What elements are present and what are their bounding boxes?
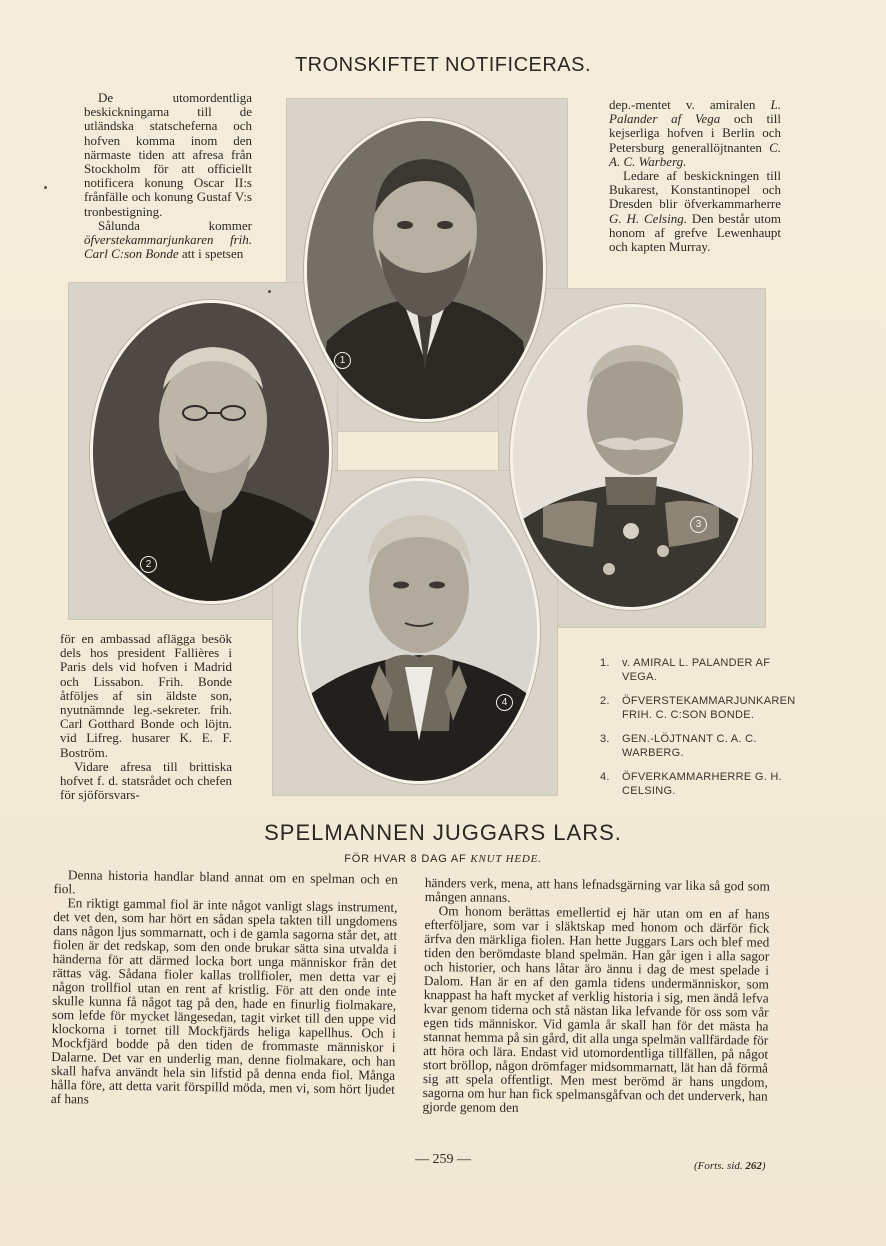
caption-item: 4. ÖFVERKAMMARHERRE G. H. CELSING. xyxy=(600,771,783,797)
caption-item: 1. v. AMIRAL L. PALANDER AF VEGA. xyxy=(600,657,771,683)
portrait-2-illustration xyxy=(93,303,329,601)
page-headline: TRONSKIFTET NOTIFICERAS. xyxy=(294,54,592,76)
print-speck xyxy=(268,290,271,293)
portrait-photo-1 xyxy=(304,118,546,422)
caption-item: 3. GEN.-LÖJTNANT C. A. C. WARBERG. xyxy=(600,733,757,759)
portrait-1-illustration xyxy=(307,121,543,419)
continued-note: (Forts. sid. 262) xyxy=(694,1160,766,1172)
portrait-4-illustration xyxy=(301,481,537,781)
right-paragraph-1: dep.-mentet v. amiralen L. Palander af Vega och till kejserliga hofven i Berlin och Petersburg generallöjtnanten C. A. C. Warberg. xyxy=(609,97,782,169)
story-paragraph: Denna historia handlar bland annat om en spelman och en fiol. xyxy=(53,867,398,897)
left-paragraph-2: Vidare afresa till brittiska hofvet f. d. statsrådet och chefen för sjöförsvars- xyxy=(60,758,232,803)
intro-paragraph-1: De utomordentliga beskickningarna till de utländska statscheferna och hofven komma inom den närmaste tiden att afresa från Stockholm för att officiellt notificera konung Oscar II:s frånfälle och konung Gustaf V:s tronbestigning. xyxy=(84,90,252,219)
portrait-photo-4 xyxy=(298,478,540,784)
photo-number-badge-4: 4 xyxy=(496,694,513,711)
intro-text-column xyxy=(84,91,252,261)
caption-item: 2. ÖFVERSTEKAMMARJUNKAREN FRIH. C. C:SON BONDE. xyxy=(600,695,796,721)
right-paragraph-2: Ledare af beskickningen till Bukarest, Konstantinopel och Dresden blir öfverkammarherre G. H. Celsing. Den består utom honom af grefve Lewenhaupt och kapten Murray. xyxy=(609,168,782,255)
story-right-column xyxy=(423,876,770,1118)
print-speck xyxy=(44,186,47,189)
story-left-column xyxy=(51,868,398,1111)
portrait-3-illustration xyxy=(513,307,749,607)
intro-paragraph-2: Sålunda kommer öfverstekammarjunkaren frih. Carl C:son Bonde att i spetsen xyxy=(84,217,252,262)
portrait-photo-2 xyxy=(90,300,332,604)
story-paragraph: händers verk, mena, att hans lefnadsgärning var lika så god som mången annans. xyxy=(424,875,770,905)
story-title: SPELMANNEN JUGGARS LARS. xyxy=(264,820,622,845)
story-paragraph: En riktigt gammal fiol är inte något vanligt slags instrument, det vet den, som har hört en sådan spela takten till ungdomens dans någon ljus sommarnatt, och i de gamla sagorna står det, att fiolen är det redskap, som den onde brukar sätta sina utvalda i händerna för att därmed locka bort unga människor från det rättas väg. Sådana fioler kallas trollfioler, men detta var ej någon trollfiol utan en rent af kristlig. För att den onde inte skulle kunna få något tag på den, hade en finurlig fiolmakare, som lefde för mycket längesedan, tagit virket till den uppe vid klockorna i tornet till Mockfjärds heliga kapellhus. Och i Mockfjärd bodde på den tiden de frommaste människor i Dalarne. Det var en underlig man, denne fiolmakare, och han skall hafva användt hela sin lifstid på denna enda fiol. Många hålla före, att detta varit förspilld möda, men vi, som hört ljudet af hans xyxy=(50,895,398,1107)
story-paragraph: Om honom berättas emellertid ej här utan om en af hans efterföljare, som var i släktskap med honom och därför fick ärfva den märkliga fiolen. Han hette Juggars Lars och blef med tiden den berömdaste bland spelmän. Han går igen i alla sagor och historier, och hans låtar äro ännu i dag de mest spelade i Dalom. Han är en af den gamla tidens undermänniskor, som knappast ha haft mycket af verklig historia i sig, men ändå lefva kvar genom tiderna och stå nästan lika lefvande för oss som vår egen tids människor. Vid gamla år skall han för det mästa ha stannat hemma på sin gård, dit alla unga spelmän vallfärdade för att höra och lära. Endast vid utomordentliga tillfällen, på något stort bröllop, någon drömfager midsommarnatt, lät han då förmå sig att spela offentligt. Men mest berömd är hans ungdom, sagorna om hur han fick spelmansgåfvan och det underverk, han gjorde genom den xyxy=(422,903,770,1115)
story-byline: FÖR HVAR 8 DAG AF KNUT HEDE. xyxy=(344,853,542,865)
photo-number-badge-2: 2 xyxy=(140,556,157,573)
photo-number-badge-3: 3 xyxy=(690,516,707,533)
left-text-column xyxy=(60,632,232,802)
right-text-column xyxy=(609,98,781,254)
portrait-photo-3 xyxy=(510,304,752,610)
left-paragraph-1: för en ambassad aflägga besök dels hos president Fallières i Paris dels vid hofven i Madrid och Lissabon. Frih. Bonde åtföljes af sin äldste son, nyutnämnde leg.-sekreter. frih. Carl Gotthard Bonde och löjtn. vid Lifreg. husarer K. E. F. Boström. xyxy=(60,631,232,760)
photo-captions xyxy=(600,656,796,808)
photo-number-badge-1: 1 xyxy=(334,352,351,369)
page-number: — 259 — xyxy=(415,1152,471,1167)
